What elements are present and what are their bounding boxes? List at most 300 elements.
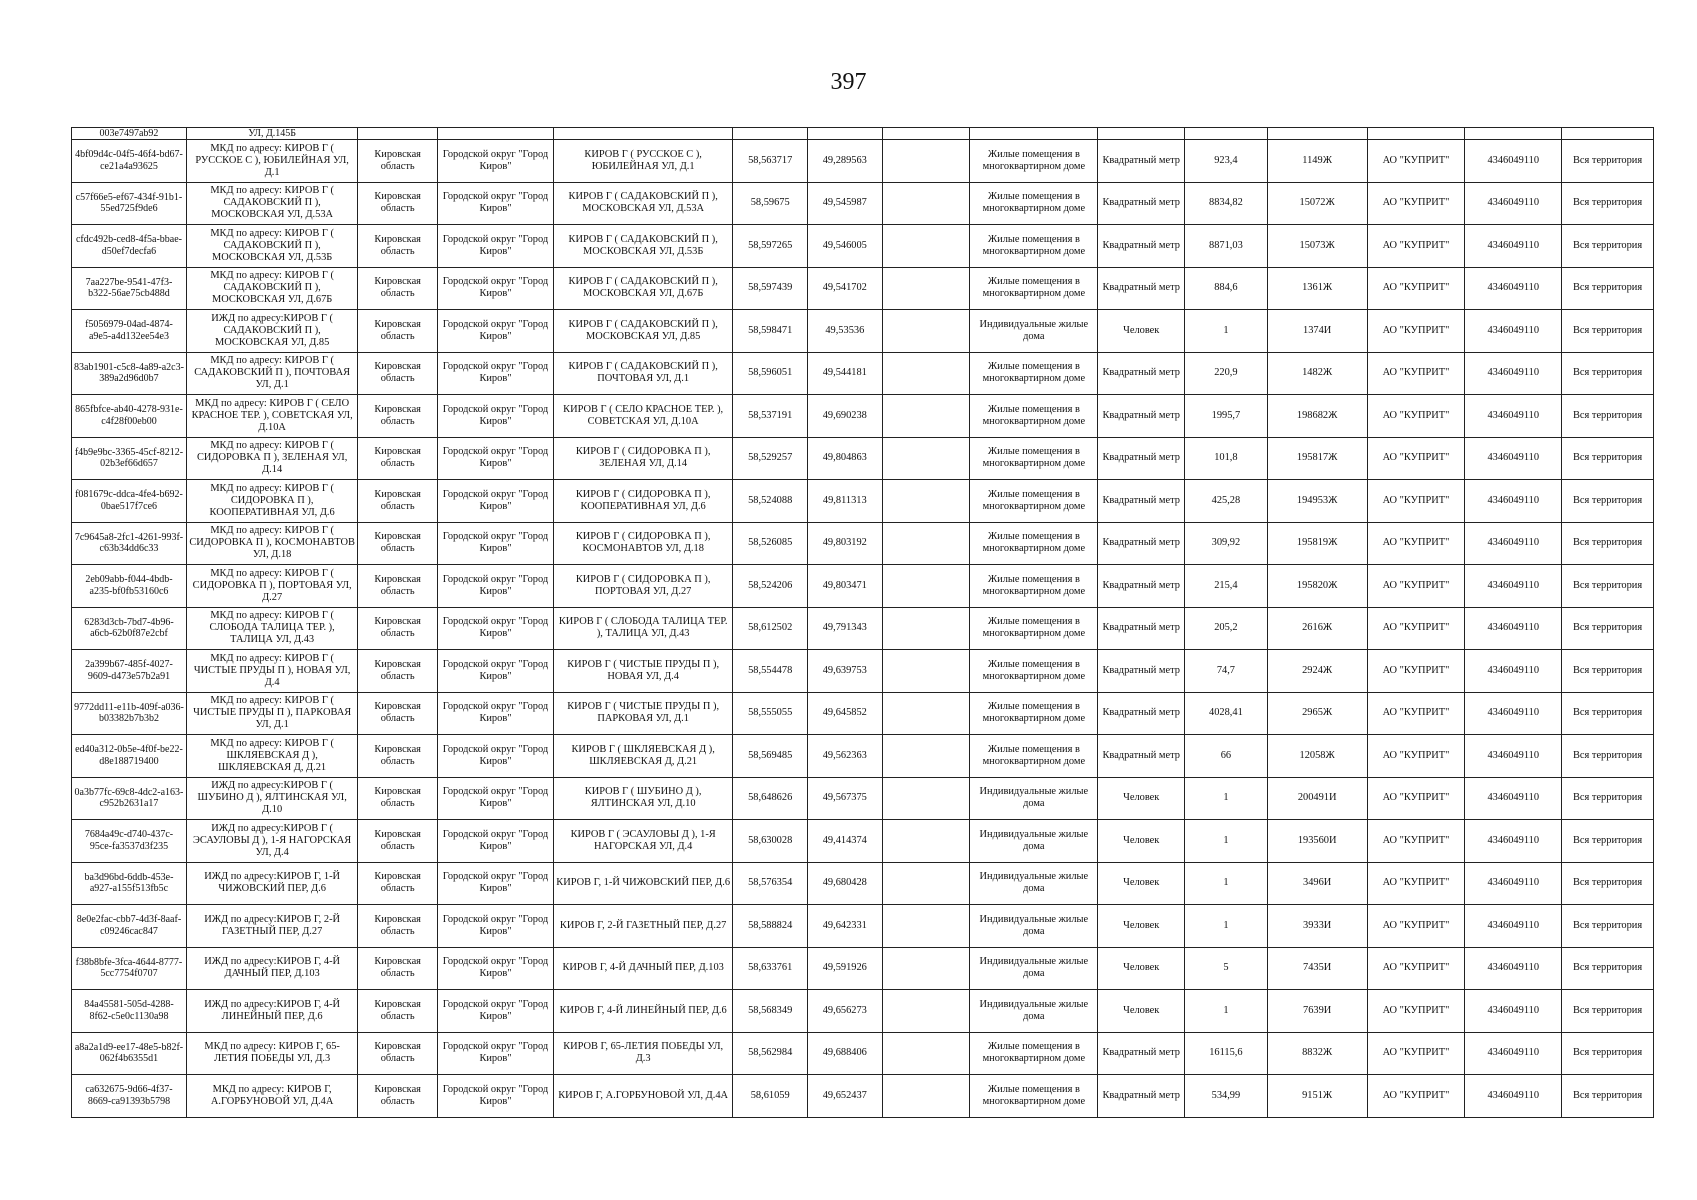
cell-latitude: 58,576354 bbox=[733, 862, 808, 905]
cell-inn: 4346049110 bbox=[1465, 437, 1562, 480]
cell-longitude: 49,688406 bbox=[808, 1032, 883, 1075]
cell-address: КИРОВ Г, 65-ЛЕТИЯ ПОБЕДЫ УЛ, Д.3 bbox=[553, 1032, 732, 1075]
cell-unit bbox=[1098, 128, 1185, 140]
cell-organization: АО "КУПРИТ" bbox=[1367, 437, 1465, 480]
cell-object-type: Индивидуальные жилые дома bbox=[970, 310, 1098, 353]
cell-organization: АО "КУПРИТ" bbox=[1367, 225, 1465, 268]
cell-inn: 4346049110 bbox=[1465, 607, 1562, 650]
cell-object-name: МКД по адресу: КИРОВ Г ( ЧИСТЫЕ ПРУДЫ П ), ПАРКОВАЯ УЛ, Д.1 bbox=[186, 692, 357, 735]
cell-longitude: 49,544181 bbox=[808, 352, 883, 395]
cell-object-type: Индивидуальные жилые дома bbox=[970, 905, 1098, 948]
table-row bbox=[72, 990, 1654, 1033]
cell-quantity: 4028,41 bbox=[1185, 692, 1268, 735]
cell-address: КИРОВ Г ( СИДОРОВКА П ), КОСМОНАВТОВ УЛ, Д.18 bbox=[553, 522, 732, 565]
cell-object-type: Жилые помещения в многоквартирном доме bbox=[970, 692, 1098, 735]
cell-longitude: 49,545987 bbox=[808, 182, 883, 225]
cell-object-name: ИЖД по адресу:КИРОВ Г ( ШУБИНО Д ), ЯЛТИНСКАЯ УЛ, Д.10 bbox=[186, 777, 357, 820]
cell-address bbox=[553, 128, 732, 140]
cell-longitude: 49,804863 bbox=[808, 437, 883, 480]
cell-quantity bbox=[1185, 128, 1268, 140]
cell-latitude: 58,633761 bbox=[733, 947, 808, 990]
cell-territory: Вся территория bbox=[1562, 565, 1654, 608]
cell-municipality: Городской округ "Город Киров" bbox=[437, 650, 553, 693]
cell-object-id: ca632675-9d66-4f37-8669-ca91393b5798 bbox=[72, 1075, 187, 1118]
cell-quantity: 16115,6 bbox=[1185, 1032, 1268, 1075]
cell-account-number: 200491И bbox=[1267, 777, 1367, 820]
table-row bbox=[72, 352, 1654, 395]
cell-object-id: cfdc492b-ced8-4f5a-bbae-d50ef7decfa6 bbox=[72, 225, 187, 268]
cell-region: Кировская область bbox=[358, 480, 438, 523]
cell-object-type: Индивидуальные жилые дома bbox=[970, 820, 1098, 863]
cell-object-id: 9772dd11-e11b-409f-a036-b03382b7b3b2 bbox=[72, 692, 187, 735]
cell-organization: АО "КУПРИТ" bbox=[1367, 607, 1465, 650]
cell-object-id: f4b9e9bc-3365-45cf-8212-02b3ef66d657 bbox=[72, 437, 187, 480]
cell-longitude: 49,541702 bbox=[808, 267, 883, 310]
table-row bbox=[72, 480, 1654, 523]
cell-organization: АО "КУПРИТ" bbox=[1367, 692, 1465, 735]
cell-extra bbox=[882, 128, 970, 140]
cell-unit: Человек bbox=[1098, 777, 1185, 820]
cell-latitude: 58,555055 bbox=[733, 692, 808, 735]
cell-territory: Вся территория bbox=[1562, 267, 1654, 310]
cell-account-number: 2924Ж bbox=[1267, 650, 1367, 693]
cell-territory: Вся территория bbox=[1562, 182, 1654, 225]
cell-quantity: 215,4 bbox=[1185, 565, 1268, 608]
table-row bbox=[72, 820, 1654, 863]
cell-account-number: 1482Ж bbox=[1267, 352, 1367, 395]
cell-quantity: 425,28 bbox=[1185, 480, 1268, 523]
cell-object-name: МКД по адресу: КИРОВ Г, 65-ЛЕТИЯ ПОБЕДЫ УЛ, Д.3 bbox=[186, 1032, 357, 1075]
cell-unit: Квадратный метр bbox=[1098, 140, 1185, 183]
table-row bbox=[72, 437, 1654, 480]
cell-address: КИРОВ Г ( САДАКОВСКИЙ П ), МОСКОВСКАЯ УЛ, Д.53Б bbox=[553, 225, 732, 268]
cell-quantity: 1 bbox=[1185, 990, 1268, 1033]
cell-inn: 4346049110 bbox=[1465, 182, 1562, 225]
cell-inn: 4346049110 bbox=[1465, 310, 1562, 353]
cell-organization: АО "КУПРИТ" bbox=[1367, 565, 1465, 608]
cell-organization: АО "КУПРИТ" bbox=[1367, 777, 1465, 820]
cell-account-number: 7639И bbox=[1267, 990, 1367, 1033]
cell-address: КИРОВ Г ( САДАКОВСКИЙ П ), МОСКОВСКАЯ УЛ, Д.67Б bbox=[553, 267, 732, 310]
cell-account-number: 15072Ж bbox=[1267, 182, 1367, 225]
cell-region: Кировская область bbox=[358, 267, 438, 310]
cell-unit: Человек bbox=[1098, 947, 1185, 990]
cell-object-type: Индивидуальные жилые дома bbox=[970, 777, 1098, 820]
cell-object-type: Жилые помещения в многоквартирном доме bbox=[970, 607, 1098, 650]
table-row bbox=[72, 1032, 1654, 1075]
cell-municipality: Городской округ "Город Киров" bbox=[437, 1075, 553, 1118]
cell-longitude: 49,562363 bbox=[808, 735, 883, 778]
cell-longitude bbox=[808, 128, 883, 140]
cell-inn: 4346049110 bbox=[1465, 990, 1562, 1033]
cell-address: КИРОВ Г, 4-Й ДАЧНЫЙ ПЕР, Д.103 bbox=[553, 947, 732, 990]
cell-object-name: МКД по адресу: КИРОВ Г ( СИДОРОВКА П ), ЗЕЛЕНАЯ УЛ, Д.14 bbox=[186, 437, 357, 480]
cell-region: Кировская область bbox=[358, 395, 438, 438]
cell-inn: 4346049110 bbox=[1465, 480, 1562, 523]
cell-unit: Квадратный метр bbox=[1098, 1075, 1185, 1118]
cell-territory: Вся территория bbox=[1562, 522, 1654, 565]
cell-longitude: 49,546005 bbox=[808, 225, 883, 268]
cell-object-id: 2a399b67-485f-4027-9609-d473e57b2a91 bbox=[72, 650, 187, 693]
table-row bbox=[72, 607, 1654, 650]
cell-inn: 4346049110 bbox=[1465, 565, 1562, 608]
cell-region: Кировская область bbox=[358, 735, 438, 778]
cell-account-number: 194953Ж bbox=[1267, 480, 1367, 523]
cell-longitude: 49,680428 bbox=[808, 862, 883, 905]
cell-object-name: МКД по адресу: КИРОВ Г, А.ГОРБУНОВОЙ УЛ, Д.4А bbox=[186, 1075, 357, 1118]
cell-object-id: 865fbfce-ab40-4278-931e-c4f28f00eb00 bbox=[72, 395, 187, 438]
table-row bbox=[72, 128, 1654, 140]
cell-unit: Квадратный метр bbox=[1098, 437, 1185, 480]
cell-object-name: МКД по адресу: КИРОВ Г ( САДАКОВСКИЙ П ), ПОЧТОВАЯ УЛ, Д.1 bbox=[186, 352, 357, 395]
cell-account-number: 9151Ж bbox=[1267, 1075, 1367, 1118]
cell-quantity: 309,92 bbox=[1185, 522, 1268, 565]
cell-extra bbox=[882, 820, 970, 863]
cell-longitude: 49,652437 bbox=[808, 1075, 883, 1118]
cell-longitude: 49,642331 bbox=[808, 905, 883, 948]
page-number: 397 bbox=[830, 69, 867, 95]
cell-latitude: 58,524206 bbox=[733, 565, 808, 608]
cell-inn: 4346049110 bbox=[1465, 225, 1562, 268]
cell-account-number: 2965Ж bbox=[1267, 692, 1367, 735]
table-body bbox=[72, 128, 1654, 1118]
cell-object-id: f081679c-ddca-4fe4-b692-0bae517f7ce6 bbox=[72, 480, 187, 523]
cell-region: Кировская область bbox=[358, 225, 438, 268]
cell-organization: АО "КУПРИТ" bbox=[1367, 1075, 1465, 1118]
cell-quantity: 220,9 bbox=[1185, 352, 1268, 395]
cell-municipality: Городской округ "Город Киров" bbox=[437, 947, 553, 990]
cell-longitude: 49,803471 bbox=[808, 565, 883, 608]
cell-longitude: 49,811313 bbox=[808, 480, 883, 523]
cell-account-number: 198682Ж bbox=[1267, 395, 1367, 438]
cell-municipality: Городской округ "Город Киров" bbox=[437, 862, 553, 905]
cell-latitude: 58,529257 bbox=[733, 437, 808, 480]
cell-object-id: 8e0e2fac-cbb7-4d3f-8aaf-c09246cac847 bbox=[72, 905, 187, 948]
cell-latitude: 58,597265 bbox=[733, 225, 808, 268]
cell-account-number: 193560И bbox=[1267, 820, 1367, 863]
cell-region: Кировская область bbox=[358, 777, 438, 820]
cell-quantity: 1 bbox=[1185, 820, 1268, 863]
cell-account-number: 7435И bbox=[1267, 947, 1367, 990]
cell-object-type: Жилые помещения в многоквартирном доме bbox=[970, 735, 1098, 778]
cell-address: КИРОВ Г ( СИДОРОВКА П ), ЗЕЛЕНАЯ УЛ, Д.14 bbox=[553, 437, 732, 480]
cell-latitude: 58,569485 bbox=[733, 735, 808, 778]
cell-unit: Квадратный метр bbox=[1098, 480, 1185, 523]
table-row bbox=[72, 650, 1654, 693]
cell-object-id: 003e7497ab92 bbox=[72, 128, 187, 140]
cell-account-number: 15073Ж bbox=[1267, 225, 1367, 268]
cell-territory: Вся территория bbox=[1562, 395, 1654, 438]
cell-object-id: 7aa227be-9541-47f3-b322-56ae75cb488d bbox=[72, 267, 187, 310]
cell-object-id: 6283d3cb-7bd7-4b96-a6cb-62b0f87e2cbf bbox=[72, 607, 187, 650]
cell-object-id: 2eb09abb-f044-4bdb-a235-bf0fb53160c6 bbox=[72, 565, 187, 608]
table-row bbox=[72, 905, 1654, 948]
cell-longitude: 49,639753 bbox=[808, 650, 883, 693]
cell-account-number: 12058Ж bbox=[1267, 735, 1367, 778]
cell-address: КИРОВ Г ( РУССКОЕ С ), ЮБИЛЕЙНАЯ УЛ, Д.1 bbox=[553, 140, 732, 183]
cell-extra bbox=[882, 735, 970, 778]
cell-territory: Вся территория bbox=[1562, 437, 1654, 480]
cell-territory: Вся территория bbox=[1562, 990, 1654, 1033]
table-row bbox=[72, 692, 1654, 735]
cell-territory: Вся территория bbox=[1562, 692, 1654, 735]
cell-address: КИРОВ Г, 2-Й ГАЗЕТНЫЙ ПЕР, Д.27 bbox=[553, 905, 732, 948]
cell-region: Кировская область bbox=[358, 650, 438, 693]
cell-latitude: 58,524088 bbox=[733, 480, 808, 523]
cell-extra bbox=[882, 267, 970, 310]
cell-territory: Вся территория bbox=[1562, 735, 1654, 778]
cell-extra bbox=[882, 607, 970, 650]
cell-object-type: Жилые помещения в многоквартирном доме bbox=[970, 225, 1098, 268]
cell-extra bbox=[882, 990, 970, 1033]
cell-region: Кировская область bbox=[358, 352, 438, 395]
cell-object-name: МКД по адресу: КИРОВ Г ( РУССКОЕ С ), ЮБИЛЕЙНАЯ УЛ, Д.1 bbox=[186, 140, 357, 183]
cell-region: Кировская область bbox=[358, 862, 438, 905]
cell-latitude: 58,526085 bbox=[733, 522, 808, 565]
cell-object-name: МКД по адресу: КИРОВ Г ( СЕЛО КРАСНОЕ ТЕР. ), СОВЕТСКАЯ УЛ, Д.10А bbox=[186, 395, 357, 438]
cell-extra bbox=[882, 480, 970, 523]
cell-quantity: 923,4 bbox=[1185, 140, 1268, 183]
cell-territory: Вся территория bbox=[1562, 862, 1654, 905]
cell-territory bbox=[1562, 128, 1654, 140]
cell-quantity: 1 bbox=[1185, 310, 1268, 353]
cell-quantity: 1 bbox=[1185, 905, 1268, 948]
cell-object-type: Индивидуальные жилые дома bbox=[970, 862, 1098, 905]
cell-municipality: Городской округ "Город Киров" bbox=[437, 522, 553, 565]
cell-extra bbox=[882, 522, 970, 565]
registry-table bbox=[71, 127, 1654, 1118]
cell-address: КИРОВ Г ( ШКЛЯЕВСКАЯ Д ), ШКЛЯЕВСКАЯ Д, Д.21 bbox=[553, 735, 732, 778]
cell-longitude: 49,656273 bbox=[808, 990, 883, 1033]
cell-address: КИРОВ Г, 4-Й ЛИНЕЙНЫЙ ПЕР, Д.6 bbox=[553, 990, 732, 1033]
cell-inn: 4346049110 bbox=[1465, 777, 1562, 820]
cell-territory: Вся территория bbox=[1562, 1075, 1654, 1118]
cell-object-id: f5056979-04ad-4874-a9e5-a4d132ee54e3 bbox=[72, 310, 187, 353]
cell-municipality: Городской округ "Город Киров" bbox=[437, 1032, 553, 1075]
cell-quantity: 66 bbox=[1185, 735, 1268, 778]
cell-object-id: 7c9645a8-2fc1-4261-993f-c63b34dd6c33 bbox=[72, 522, 187, 565]
table-row bbox=[72, 310, 1654, 353]
cell-territory: Вся территория bbox=[1562, 352, 1654, 395]
cell-address: КИРОВ Г ( САДАКОВСКИЙ П ), МОСКОВСКАЯ УЛ, Д.85 bbox=[553, 310, 732, 353]
cell-object-type: Жилые помещения в многоквартирном доме bbox=[970, 480, 1098, 523]
cell-inn: 4346049110 bbox=[1465, 352, 1562, 395]
cell-account-number: 2616Ж bbox=[1267, 607, 1367, 650]
cell-region: Кировская область bbox=[358, 990, 438, 1033]
cell-object-id: 7684a49c-d740-437c-95ce-fa3537d3f235 bbox=[72, 820, 187, 863]
cell-municipality: Городской округ "Город Киров" bbox=[437, 140, 553, 183]
cell-latitude: 58,568349 bbox=[733, 990, 808, 1033]
cell-municipality bbox=[437, 128, 553, 140]
cell-object-type: Жилые помещения в многоквартирном доме bbox=[970, 650, 1098, 693]
cell-territory: Вся территория bbox=[1562, 777, 1654, 820]
cell-quantity: 534,99 bbox=[1185, 1075, 1268, 1118]
cell-object-id: 83ab1901-c5c8-4a89-a2c3-389a2d96d0b7 bbox=[72, 352, 187, 395]
cell-object-name: УЛ, Д.145Б bbox=[186, 128, 357, 140]
cell-unit: Квадратный метр bbox=[1098, 565, 1185, 608]
cell-inn bbox=[1465, 128, 1562, 140]
table-row bbox=[72, 140, 1654, 183]
cell-municipality: Городской округ "Город Киров" bbox=[437, 905, 553, 948]
cell-extra bbox=[882, 352, 970, 395]
cell-organization: АО "КУПРИТ" bbox=[1367, 650, 1465, 693]
cell-quantity: 205,2 bbox=[1185, 607, 1268, 650]
cell-latitude: 58,596051 bbox=[733, 352, 808, 395]
cell-organization: АО "КУПРИТ" bbox=[1367, 1032, 1465, 1075]
cell-quantity: 8871,03 bbox=[1185, 225, 1268, 268]
cell-latitude: 58,562984 bbox=[733, 1032, 808, 1075]
cell-longitude: 49,690238 bbox=[808, 395, 883, 438]
cell-object-name: ИЖД по адресу:КИРОВ Г, 4-Й ДАЧНЫЙ ПЕР, Д.103 bbox=[186, 947, 357, 990]
cell-unit: Квадратный метр bbox=[1098, 522, 1185, 565]
cell-object-id: a8a2a1d9-ee17-48e5-b82f-062f4b6355d1 bbox=[72, 1032, 187, 1075]
cell-latitude: 58,554478 bbox=[733, 650, 808, 693]
cell-object-type: Жилые помещения в многоквартирном доме bbox=[970, 565, 1098, 608]
cell-object-name: ИЖД по адресу:КИРОВ Г, 2-Й ГАЗЕТНЫЙ ПЕР, Д.27 bbox=[186, 905, 357, 948]
table-row bbox=[72, 777, 1654, 820]
cell-object-name: ИЖД по адресу:КИРОВ Г, 4-Й ЛИНЕЙНЫЙ ПЕР, Д.6 bbox=[186, 990, 357, 1033]
cell-extra bbox=[882, 1075, 970, 1118]
cell-inn: 4346049110 bbox=[1465, 1032, 1562, 1075]
cell-latitude: 58,588824 bbox=[733, 905, 808, 948]
cell-region: Кировская область bbox=[358, 522, 438, 565]
cell-region bbox=[358, 128, 438, 140]
cell-organization: АО "КУПРИТ" bbox=[1367, 947, 1465, 990]
cell-region: Кировская область bbox=[358, 182, 438, 225]
cell-extra bbox=[882, 947, 970, 990]
cell-inn: 4346049110 bbox=[1465, 905, 1562, 948]
cell-region: Кировская область bbox=[358, 905, 438, 948]
cell-latitude: 58,612502 bbox=[733, 607, 808, 650]
cell-extra bbox=[882, 225, 970, 268]
cell-unit: Квадратный метр bbox=[1098, 650, 1185, 693]
cell-object-type: Жилые помещения в многоквартирном доме bbox=[970, 1075, 1098, 1118]
cell-object-type bbox=[970, 128, 1098, 140]
cell-inn: 4346049110 bbox=[1465, 820, 1562, 863]
cell-municipality: Городской округ "Город Киров" bbox=[437, 777, 553, 820]
cell-account-number: 1361Ж bbox=[1267, 267, 1367, 310]
cell-object-type: Жилые помещения в многоквартирном доме bbox=[970, 1032, 1098, 1075]
cell-latitude: 58,537191 bbox=[733, 395, 808, 438]
table-row bbox=[72, 862, 1654, 905]
cell-inn: 4346049110 bbox=[1465, 947, 1562, 990]
cell-municipality: Городской округ "Город Киров" bbox=[437, 565, 553, 608]
cell-longitude: 49,53536 bbox=[808, 310, 883, 353]
cell-account-number bbox=[1267, 128, 1367, 140]
cell-object-type: Жилые помещения в многоквартирном доме bbox=[970, 182, 1098, 225]
cell-address: КИРОВ Г ( СИДОРОВКА П ), ПОРТОВАЯ УЛ, Д.27 bbox=[553, 565, 732, 608]
cell-unit: Человек bbox=[1098, 905, 1185, 948]
cell-inn: 4346049110 bbox=[1465, 140, 1562, 183]
cell-territory: Вся территория bbox=[1562, 820, 1654, 863]
cell-latitude: 58,61059 bbox=[733, 1075, 808, 1118]
table-row bbox=[72, 565, 1654, 608]
cell-region: Кировская область bbox=[358, 565, 438, 608]
table-row bbox=[72, 182, 1654, 225]
cell-address: КИРОВ Г ( СЕЛО КРАСНОЕ ТЕР. ), СОВЕТСКАЯ УЛ, Д.10А bbox=[553, 395, 732, 438]
cell-territory: Вся территория bbox=[1562, 905, 1654, 948]
cell-region: Кировская область bbox=[358, 820, 438, 863]
cell-unit: Квадратный метр bbox=[1098, 267, 1185, 310]
cell-territory: Вся территория bbox=[1562, 140, 1654, 183]
cell-municipality: Городской округ "Город Киров" bbox=[437, 225, 553, 268]
cell-organization bbox=[1367, 128, 1465, 140]
cell-organization: АО "КУПРИТ" bbox=[1367, 522, 1465, 565]
cell-account-number: 1374И bbox=[1267, 310, 1367, 353]
cell-quantity: 884,6 bbox=[1185, 267, 1268, 310]
cell-latitude: 58,59675 bbox=[733, 182, 808, 225]
cell-account-number: 1149Ж bbox=[1267, 140, 1367, 183]
cell-extra bbox=[882, 565, 970, 608]
cell-territory: Вся территория bbox=[1562, 947, 1654, 990]
cell-quantity: 1995,7 bbox=[1185, 395, 1268, 438]
cell-object-type: Жилые помещения в многоквартирном доме bbox=[970, 395, 1098, 438]
cell-region: Кировская область bbox=[358, 310, 438, 353]
cell-longitude: 49,803192 bbox=[808, 522, 883, 565]
cell-address: КИРОВ Г ( СЛОБОДА ТАЛИЦА ТЕР. ), ТАЛИЦА УЛ, Д.43 bbox=[553, 607, 732, 650]
cell-inn: 4346049110 bbox=[1465, 650, 1562, 693]
cell-territory: Вся территория bbox=[1562, 607, 1654, 650]
cell-object-name: МКД по адресу: КИРОВ Г ( САДАКОВСКИЙ П ), МОСКОВСКАЯ УЛ, Д.53Б bbox=[186, 225, 357, 268]
cell-quantity: 5 bbox=[1185, 947, 1268, 990]
cell-quantity: 74,7 bbox=[1185, 650, 1268, 693]
cell-latitude: 58,563717 bbox=[733, 140, 808, 183]
cell-object-id: ba3d96bd-6ddb-453e-a927-a155f513fb5c bbox=[72, 862, 187, 905]
cell-municipality: Городской округ "Город Киров" bbox=[437, 607, 553, 650]
cell-address: КИРОВ Г ( ЧИСТЫЕ ПРУДЫ П ), ПАРКОВАЯ УЛ, Д.1 bbox=[553, 692, 732, 735]
table-row bbox=[72, 947, 1654, 990]
cell-organization: АО "КУПРИТ" bbox=[1367, 267, 1465, 310]
cell-object-name: МКД по адресу: КИРОВ Г ( СИДОРОВКА П ), КОСМОНАВТОВ УЛ, Д.18 bbox=[186, 522, 357, 565]
cell-object-type: Индивидуальные жилые дома bbox=[970, 947, 1098, 990]
cell-inn: 4346049110 bbox=[1465, 395, 1562, 438]
cell-municipality: Городской округ "Город Киров" bbox=[437, 692, 553, 735]
cell-extra bbox=[882, 862, 970, 905]
cell-latitude bbox=[733, 128, 808, 140]
cell-region: Кировская область bbox=[358, 947, 438, 990]
cell-latitude: 58,598471 bbox=[733, 310, 808, 353]
cell-object-name: МКД по адресу: КИРОВ Г ( ЧИСТЫЕ ПРУДЫ П ), НОВАЯ УЛ, Д.4 bbox=[186, 650, 357, 693]
cell-unit: Человек bbox=[1098, 990, 1185, 1033]
cell-account-number: 3933И bbox=[1267, 905, 1367, 948]
cell-object-id: f38b8bfe-3fca-4644-8777-5cc7754f0707 bbox=[72, 947, 187, 990]
cell-municipality: Городской округ "Город Киров" bbox=[437, 267, 553, 310]
cell-organization: АО "КУПРИТ" bbox=[1367, 990, 1465, 1033]
cell-inn: 4346049110 bbox=[1465, 267, 1562, 310]
cell-territory: Вся территория bbox=[1562, 310, 1654, 353]
cell-extra bbox=[882, 395, 970, 438]
cell-municipality: Городской округ "Город Киров" bbox=[437, 437, 553, 480]
cell-quantity: 1 bbox=[1185, 862, 1268, 905]
cell-inn: 4346049110 bbox=[1465, 522, 1562, 565]
cell-address: КИРОВ Г ( САДАКОВСКИЙ П ), ПОЧТОВАЯ УЛ, Д.1 bbox=[553, 352, 732, 395]
cell-territory: Вся территория bbox=[1562, 480, 1654, 523]
cell-longitude: 49,567375 bbox=[808, 777, 883, 820]
cell-organization: АО "КУПРИТ" bbox=[1367, 182, 1465, 225]
cell-organization: АО "КУПРИТ" bbox=[1367, 352, 1465, 395]
cell-organization: АО "КУПРИТ" bbox=[1367, 395, 1465, 438]
cell-extra bbox=[882, 692, 970, 735]
cell-unit: Квадратный метр bbox=[1098, 607, 1185, 650]
cell-address: КИРОВ Г ( САДАКОВСКИЙ П ), МОСКОВСКАЯ УЛ, Д.53А bbox=[553, 182, 732, 225]
cell-longitude: 49,591926 bbox=[808, 947, 883, 990]
cell-region: Кировская область bbox=[358, 692, 438, 735]
cell-unit: Человек bbox=[1098, 310, 1185, 353]
cell-longitude: 49,791343 bbox=[808, 607, 883, 650]
cell-extra bbox=[882, 905, 970, 948]
cell-municipality: Городской округ "Город Киров" bbox=[437, 182, 553, 225]
cell-municipality: Городской округ "Город Киров" bbox=[437, 352, 553, 395]
